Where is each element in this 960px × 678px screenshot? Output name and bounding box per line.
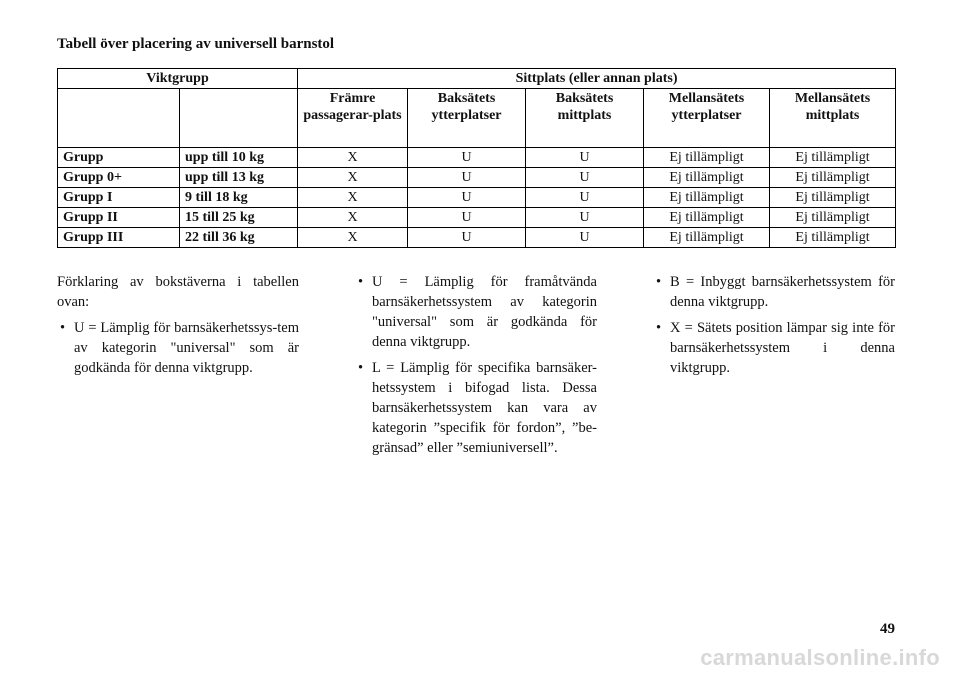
subheader-middle-center: Mellansätets mittplats [770, 89, 896, 148]
weight-cell: upp till 13 kg [180, 168, 298, 188]
table-cell: X [298, 188, 408, 208]
bullet-icon: • [358, 274, 364, 290]
table-cell: U [526, 168, 644, 188]
table-row [58, 148, 896, 168]
table-cell: Ej tillämpligt [644, 208, 770, 228]
table-cell: X [298, 148, 408, 168]
legend-item-text: B = Inbyggt barnsäkerhetssystem för denna viktgrupp. [670, 274, 895, 310]
weight-cell: 9 till 18 kg [180, 188, 298, 208]
legend-list [57, 318, 299, 378]
legend-item-u-universal [57, 318, 299, 378]
child-seat-placement-table [57, 68, 896, 248]
table-row [58, 188, 896, 208]
table-cell: Ej tillämpligt [644, 148, 770, 168]
legend-item-b-integrated [653, 272, 895, 312]
table-cell: X [298, 168, 408, 188]
table-cell: Ej tillämpligt [644, 188, 770, 208]
legend-item-text: U = Lämplig för framåtvända barnsäkerhetssystem av kategorin "universal" som är godkända för denna viktgrupp. [372, 274, 597, 350]
weight-cell: upp till 10 kg [180, 148, 298, 168]
legend-item-u-forward [355, 272, 597, 352]
legend-column-2 [355, 272, 597, 464]
group-cell: Grupp [58, 148, 180, 168]
watermark: carmanualsonline.info [700, 645, 940, 670]
table-row [58, 228, 896, 248]
table-cell: U [408, 168, 526, 188]
bullet-icon: • [358, 360, 364, 376]
legend-list [653, 272, 895, 378]
table-cell: Ej tillämpligt [644, 228, 770, 248]
table-cell: Ej tillämpligt [770, 188, 896, 208]
group-cell: Grupp II [58, 208, 180, 228]
page-title: Tabell över placering av universell barnstol [57, 36, 335, 52]
table-cell: Ej tillämpligt [644, 168, 770, 188]
legend-item-text: U = Lämplig för barnsäkerhetssys-tem av kategorin "universal" som är godkända för denna viktgrupp. [74, 320, 299, 376]
table-cell: U [408, 188, 526, 208]
table-cell: U [408, 208, 526, 228]
subheader-rear-outboard: Baksätets ytterplatser [408, 89, 526, 148]
table-row [58, 208, 896, 228]
subheader-cell [58, 89, 180, 148]
table-cell: X [298, 228, 408, 248]
table-cell: Ej tillämpligt [770, 208, 896, 228]
table-cell: Ej tillämpligt [770, 148, 896, 168]
group-cell: Grupp I [58, 188, 180, 208]
legend-item-text: X = Sätets position lämpar sig inte för barnsäkerhetssystem i denna viktgrupp. [670, 320, 895, 376]
legend-column-1 [57, 272, 299, 464]
table-header-row [58, 69, 896, 89]
header-weight-group: Viktgrupp [58, 69, 298, 89]
table-subheader-row [58, 89, 896, 148]
table-cell: U [526, 148, 644, 168]
legend-item-text: L = Lämplig för specifika barnsäker-hetssystem i bifogad lista. Dessa barnsäkerhetssystem kan vara av kategorin ”specifik för fordon”, ”be-gränsad” eller ”semiuniversell”. [372, 360, 597, 456]
bullet-icon: • [60, 320, 66, 336]
subheader-front-passenger: Främre passagerar-plats [298, 89, 408, 148]
table-cell: U [526, 208, 644, 228]
legend-list [355, 272, 597, 458]
table-cell: U [408, 228, 526, 248]
table-cell: U [526, 228, 644, 248]
weight-cell: 22 till 36 kg [180, 228, 298, 248]
bullet-icon: • [656, 320, 662, 336]
subheader-cell [180, 89, 298, 148]
table-cell: X [298, 208, 408, 228]
page-number: 49 [880, 621, 895, 637]
legend-intro: Förklaring av bokstäverna i tabellen ovan: [57, 274, 299, 310]
header-seating-position: Sittplats (eller annan plats) [298, 69, 896, 89]
table-row [58, 168, 896, 188]
subheader-rear-center: Baksätets mittplats [526, 89, 644, 148]
legend-item-x-unsuitable [653, 318, 895, 378]
subheader-middle-outboard: Mellansätets ytterplatser [644, 89, 770, 148]
group-cell: Grupp III [58, 228, 180, 248]
bullet-icon: • [656, 274, 662, 290]
weight-cell: 15 till 25 kg [180, 208, 298, 228]
table-cell: U [526, 188, 644, 208]
table-cell: Ej tillämpligt [770, 168, 896, 188]
table-cell: Ej tillämpligt [770, 228, 896, 248]
table-cell: U [408, 148, 526, 168]
legend-columns [57, 272, 895, 464]
legend-item-l-specific [355, 358, 597, 458]
legend-column-3 [653, 272, 895, 464]
group-cell: Grupp 0+ [58, 168, 180, 188]
